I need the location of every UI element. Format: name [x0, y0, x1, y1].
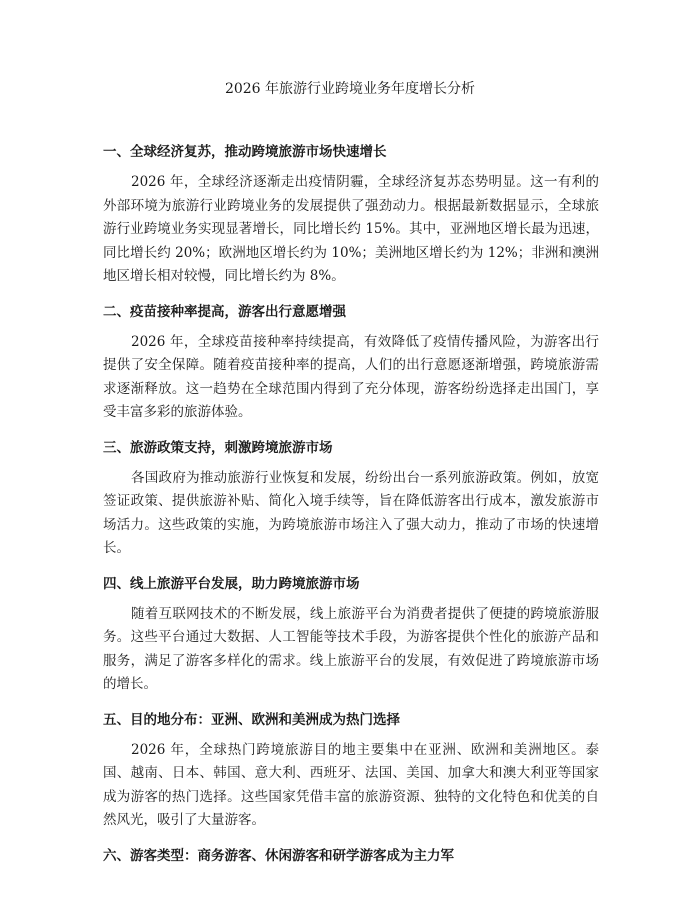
section-heading: 三、旅游政策支持，刺激跨境旅游市场: [103, 439, 333, 456]
section-heading: 二、疫苗接种率提高，游客出行意愿增强: [103, 303, 346, 320]
section-3: [103, 438, 599, 561]
section-paragraph: 随着互联网技术的不断发展，线上旅游平台为消费者提供了便捷的跨境旅游服务。这些平台通过大数据、人工智能等技术手段，为游客提供个性化的旅游产品和服务，满足了游客多样化的需求。线上旅游平台的发展，有效促进了跨境旅游市场的增长。: [103, 605, 599, 692]
section-heading: 四、线上旅游平台发展，助力跨境旅游市场: [103, 575, 360, 592]
section-heading: 五、目的地分布：亚洲、欧洲和美洲成为热门选择: [103, 711, 400, 728]
section-paragraph: 2026 年，全球经济逐渐走出疫情阴霾，全球经济复苏态势明显。这一有利的外部环境为旅游行业跨境业务的发展提供了强劲动力。根据最新数据显示，全球旅游行业跨境业务实现显著增长，同比增长约 15%。其中，亚洲地区增长最为迅速，同比增长约 20%；欧洲地区增长约为 10%；美洲地区增长约为 12%；非洲和澳洲地区增长相对较慢，同比增长约为 8%。: [103, 174, 599, 284]
section-heading: 六、游客类型：商务游客、休闲游客和研学游客成为主力军: [103, 847, 454, 864]
document-title: 2026 年旅游行业跨境业务年度增长分析: [224, 81, 476, 97]
section-5: [103, 710, 599, 833]
section-paragraph: 各国政府为推动旅游行业恢复和发展，纷纷出台一系列旅游政策。例如，放宽签证政策、提供旅游补贴、简化入境手续等，旨在降低游客出行成本，激发旅游市场活力。这些政策的实施，为跨境旅游市场注入了强大动力，推动了市场的快速增长。: [103, 469, 599, 556]
section-2: [103, 302, 599, 425]
section-paragraph: 2026 年，全球热门跨境旅游目的地主要集中在亚洲、欧洲和美洲地区。泰国、越南、日本、韩国、意大利、西班牙、法国、美国、加拿大和澳大利亚等国家成为游客的热门选择。这些国家凭借丰富的旅游资源、独特的文化特色和优美的自然风光，吸引了大量游客。: [103, 741, 599, 828]
section-4: [103, 574, 599, 697]
section-heading: 一、全球经济复苏，推动跨境旅游市场快速增长: [103, 144, 387, 160]
document-body: [103, 142, 599, 875]
section-1: [103, 142, 599, 289]
section-6: [103, 846, 599, 866]
section-paragraph: 2026 年，全球疫苗接种率持续提高，有效降低了疫情传播风险，为游客出行提供了安全保障。随着疫苗接种率的提高，人们的出行意愿逐渐增强，跨境旅游需求逐渐释放。这一趋势在全球范围内得到了充分体现，游客纷纷选择走出国门，享受丰富多彩的旅游体验。: [103, 333, 599, 420]
